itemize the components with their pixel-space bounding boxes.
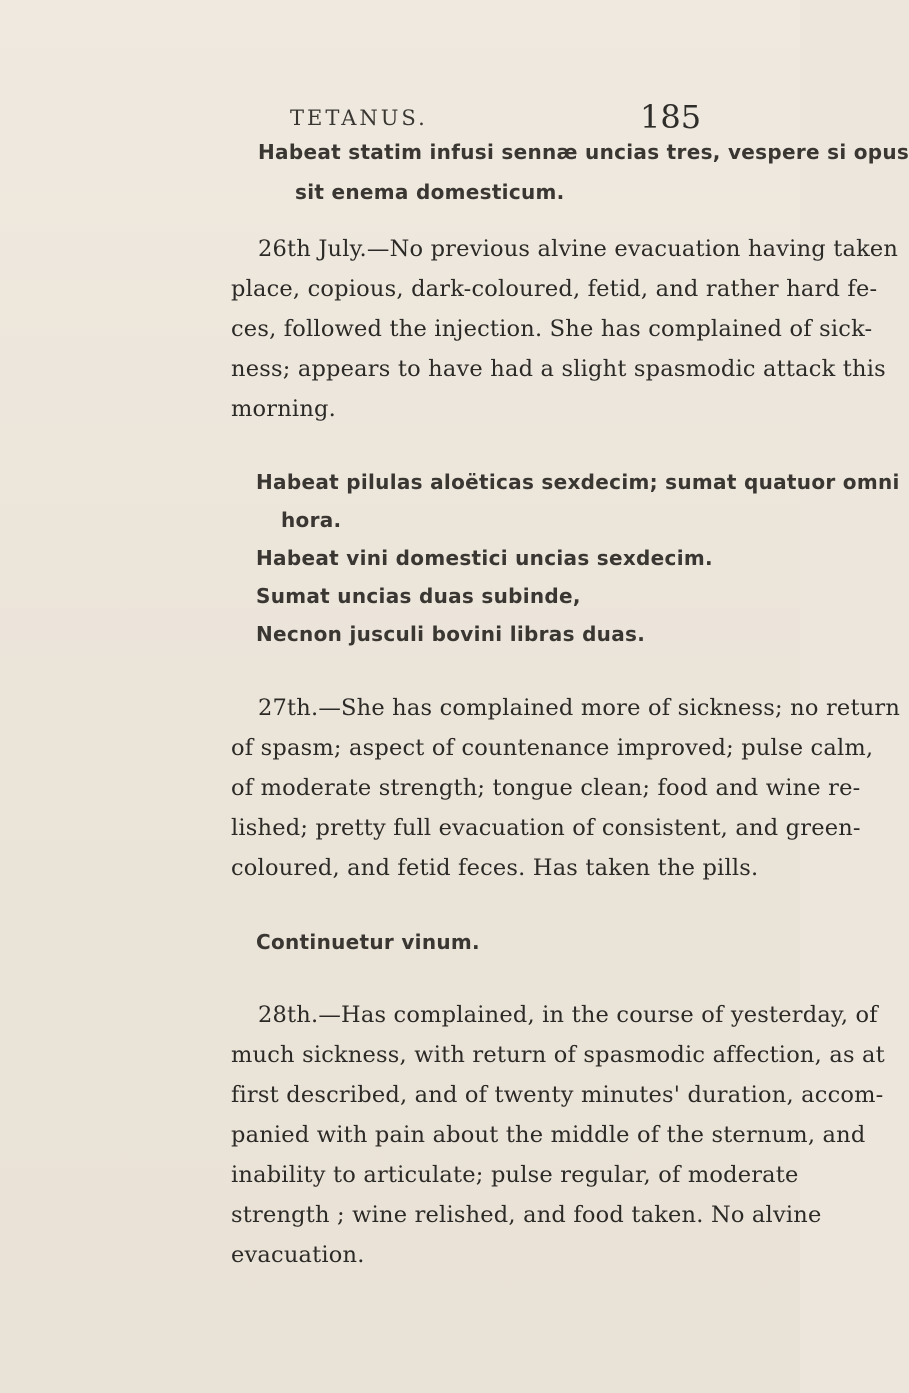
text-line: sit enema domesticum. [295, 180, 565, 204]
running-title: TETANUS. [290, 106, 428, 130]
text-line: first described, and of twenty minutes' duration, accom- [231, 1082, 884, 1108]
text-line: 28th.—Has complained, in the course of yesterday, of [258, 1002, 878, 1028]
text-line: hora. [281, 508, 342, 532]
text-line: Continuetur vinum. [256, 930, 480, 954]
text-line: Habeat pilulas aloëticas sexdecim; sumat quatuor omni [256, 470, 900, 494]
text-line: Habeat vini domestici uncias sexdecim. [256, 546, 713, 570]
text-line: evacuation. [231, 1242, 365, 1268]
text-line: inability to articulate; pulse regular, of moderate [231, 1162, 799, 1188]
text-line: ness; appears to have had a slight spasmodic attack this [231, 356, 886, 382]
text-line: morning. [231, 396, 336, 422]
text-line: place, copious, dark-coloured, fetid, and rather hard fe- [231, 276, 878, 302]
text-line: 27th.—She has complained more of sickness; no return [258, 695, 901, 721]
text-line: lished; pretty full evacuation of consistent, and green- [231, 815, 861, 841]
running-head [0, 98, 800, 138]
text-line: much sickness, with return of spasmodic affection, as at [231, 1042, 885, 1068]
page-number: 185 [640, 98, 702, 136]
text-line: panied with pain about the middle of the sternum, and [231, 1122, 866, 1148]
text-line: Sumat uncias duas subinde, [256, 584, 581, 608]
text-line: of spasm; aspect of countenance improved; pulse calm, [231, 735, 874, 761]
text-line: 26th July.—No previous alvine evacuation having taken [258, 236, 899, 262]
text-line: coloured, and fetid feces. Has taken the pills. [231, 855, 759, 881]
text-line: ces, followed the injection. She has complained of sick- [231, 316, 873, 342]
text-line: strength ; wine relished, and food taken. No alvine [231, 1202, 822, 1228]
text-line: Habeat statim infusi sennæ uncias tres, vespere si opus [258, 140, 909, 164]
text-line: of moderate strength; tongue clean; food and wine re- [231, 775, 861, 801]
text-line: Necnon jusculi bovini libras duas. [256, 622, 646, 646]
